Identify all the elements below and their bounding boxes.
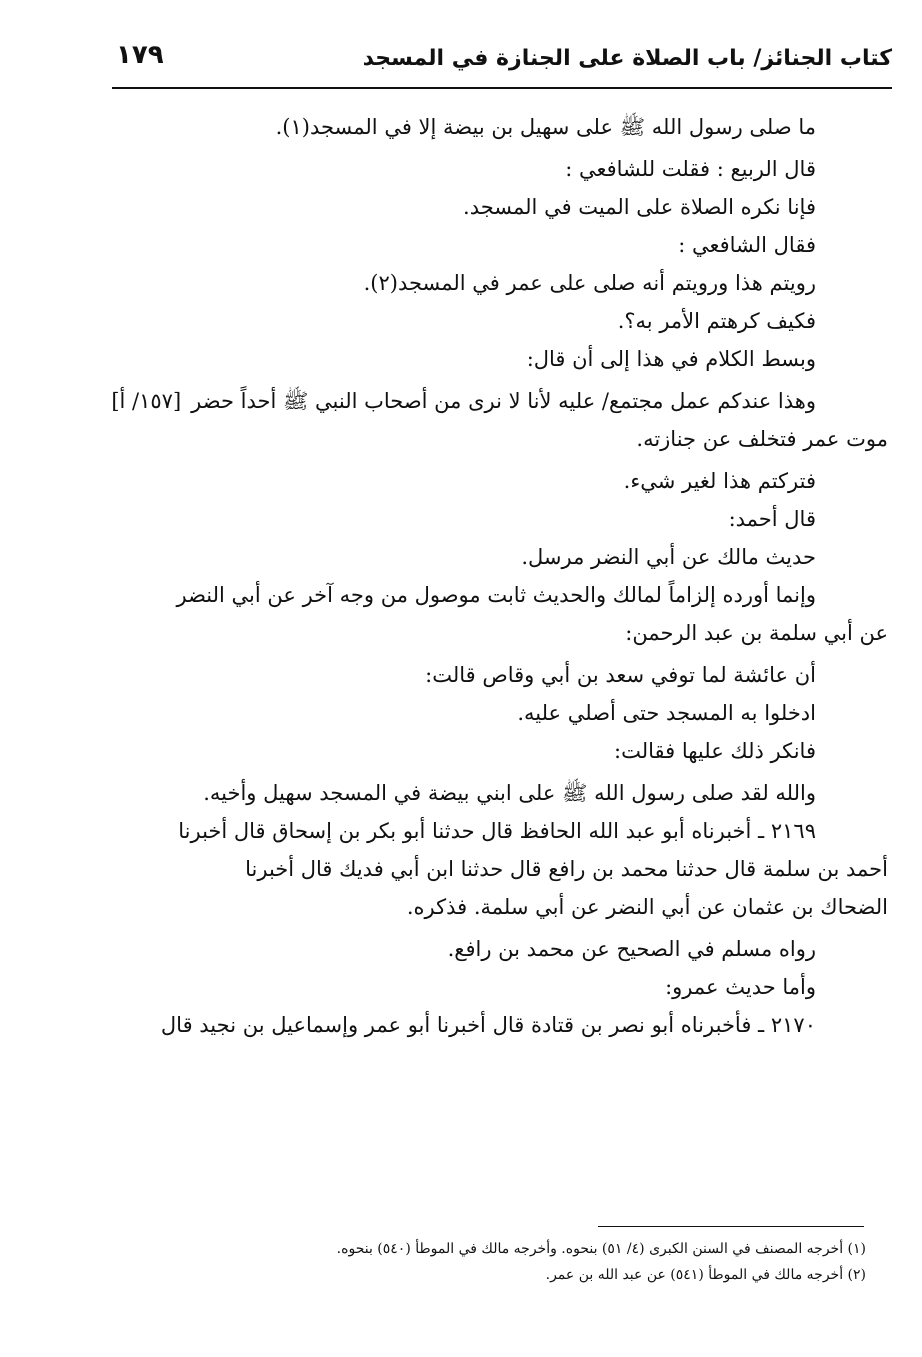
footnote-rule	[598, 1226, 864, 1227]
header-rule	[112, 87, 892, 89]
text-line: أن عائشة لما توفي سعد بن أبي وقاص قالت:	[425, 663, 816, 687]
text-line: والله لقد صلى رسول الله ﷺ على ابني بيضة في المسجد سهيل وأخيه.	[203, 781, 816, 805]
footnotes	[30, 1236, 866, 1288]
text-line: فإنا نكره الصلاة على الميت في المسجد.	[463, 195, 816, 219]
text-line: عن أبي سلمة بن عبد الرحمن:	[625, 621, 888, 645]
text-line: فانكر ذلك عليها فقالت:	[614, 739, 816, 763]
text-line: موت عمر فتخلف عن جنازته.	[636, 427, 888, 451]
text-line: وبسط الكلام في هذا إلى أن قال:	[526, 347, 816, 371]
text-line: وأما حديث عمرو:	[665, 975, 816, 999]
text-line: فكيف كرهتم الأمر به؟.	[617, 309, 816, 333]
footnote: (٢) أخرجه مالك في الموطأ (٥٤١) عن عبد الله بن عمر.	[545, 1267, 866, 1283]
text-line: قال الربيع : فقلت للشافعي :	[565, 157, 816, 181]
hadith-line: ٢١٦٩ ـ أخبرناه أبو عبد الله الحافظ قال حدثنا أبو بكر بن إسحاق قال أخبرنا	[178, 819, 816, 843]
text-line: رواه مسلم في الصحيح عن محمد بن رافع.	[447, 937, 816, 961]
hadith-line: ٢١٧٠ ـ فأخبرناه أبو نصر بن قتادة قال أخبرنا أبو عمر وإسماعيل بن نجيد قال	[160, 1013, 816, 1037]
text-line: رويتم هذا ورويتم أنه صلى على عمر في المسجد(٢).	[363, 271, 816, 295]
text-line: قال أحمد:	[728, 507, 816, 531]
page-number: ١٧٩	[116, 40, 164, 70]
text-line-content: وهذا عندكم عمل مجتمع/ عليه لأنا لا نرى من أصحاب النبي ﷺ أحداً حضر	[191, 389, 816, 413]
text-line	[30, 382, 888, 420]
text-line: فتركتم هذا لغير شيء.	[623, 469, 816, 493]
text-line: حديث مالك عن أبي النضر مرسل.	[521, 545, 816, 569]
text-line: أحمد بن سلمة قال حدثنا محمد بن رافع قال حدثنا ابن أبي فديك قال أخبرنا	[245, 857, 888, 881]
folio-marker: [١٥٧/ أ]	[111, 389, 182, 413]
main-text	[30, 108, 888, 1044]
text-line: ما صلى رسول الله ﷺ على سهيل بن بيضة إلا في المسجد(١).	[275, 115, 816, 139]
footnote: (١) أخرجه المصنف في السنن الكبرى (٤/ ٥١) بنحوه. وأخرجه مالك في الموطأ (٥٤٠) بنحوه.	[336, 1241, 866, 1257]
text-line: وإنما أورده إلزاماً لمالك والحديث ثابت موصول من وجه آخر عن أبي النضر	[176, 583, 816, 607]
text-line: فقال الشافعي :	[678, 233, 816, 257]
page-header	[112, 38, 892, 90]
text-line: ادخلوا به المسجد حتى أصلي عليه.	[517, 701, 816, 725]
text-line: الضحاك بن عثمان عن أبي النضر عن أبي سلمة. فذكره.	[406, 895, 888, 919]
running-title: كتاب الجنائز/ باب الصلاة على الجنازة في المسجد	[362, 46, 892, 71]
